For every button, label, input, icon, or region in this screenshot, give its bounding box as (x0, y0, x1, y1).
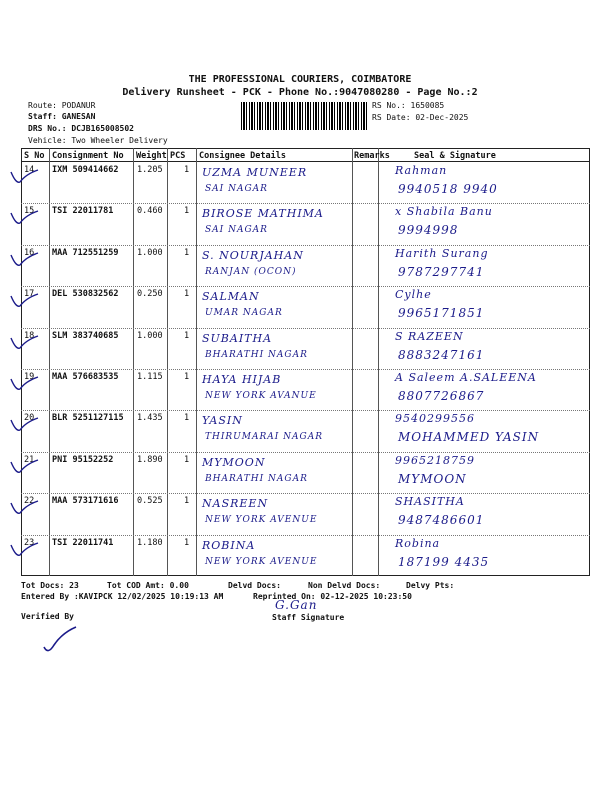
col-consignment: Consignment No (52, 151, 124, 161)
delivered-tick-icon (8, 454, 40, 476)
row-sno: 18 (24, 330, 35, 341)
row-signature-phone: 9965171851 (398, 306, 485, 321)
row-sno: 23 (24, 537, 35, 548)
row-pcs: 1 (184, 413, 190, 424)
company-title: THE PROFESSIONAL COURIERS, COIMBATORE (188, 74, 412, 85)
row-weight: 1.115 (137, 372, 163, 382)
row-pcs: 1 (184, 330, 190, 341)
row-pcs: 1 (184, 454, 190, 465)
row-consignee-address: BHARATHI NAGAR (205, 473, 308, 484)
row-consignee-name: SUBAITHA (202, 331, 273, 345)
row-signature-phone: 9994998 (398, 223, 459, 238)
tot-docs: Tot Docs: 23 (21, 581, 79, 590)
row-signature-phone: 9787297741 (398, 264, 485, 279)
row-signature: 9540299556 (395, 412, 475, 426)
delivered-tick-icon (8, 330, 40, 352)
row-weight: 1.435 (137, 413, 163, 424)
row-sno: 14 (24, 165, 35, 175)
row-divider (21, 493, 590, 494)
row-consignee-address: RANJAN (OCON) (205, 266, 297, 277)
row-consignment-no: TSI 22011741 (52, 537, 114, 548)
row-weight: 0.250 (137, 289, 163, 300)
row-signature-phone: MYMOON (398, 471, 467, 486)
row-signature: Cylhe (395, 288, 432, 302)
row-signature: A Saleem A.SALEENA (395, 371, 537, 384)
row-weight: 0.460 (137, 206, 163, 217)
row-consignment-no: TSI 22011781 (52, 206, 114, 217)
row-sno: 20 (24, 413, 35, 424)
row-pcs: 1 (184, 206, 190, 217)
row-consignment-no: MAA 576683535 (52, 372, 119, 382)
delivered-tick-icon (8, 412, 40, 434)
row-consignee-name: BIROSE MATHIMA (202, 207, 324, 221)
row-divider (21, 410, 590, 411)
row-consignment-no: DEL 530832562 (52, 289, 119, 300)
row-consignee-address: UMAR NAGAR (205, 308, 283, 319)
reprinted-on: Reprinted On: 02-12-2025 10:23:50 (253, 592, 412, 601)
staff-signature-mark: G.Gan (275, 598, 318, 612)
row-signature: Robina (395, 536, 441, 550)
row-pcs: 1 (184, 496, 190, 507)
row-signature: SHASITHA (395, 495, 465, 509)
rs-date: RS Date: 02-Dec-2025 (372, 113, 469, 122)
row-weight: 1.180 (137, 537, 163, 548)
verified-by: Verified By (21, 612, 74, 621)
row-signature-phone: 9487486601 (398, 513, 485, 528)
tot-cod: Tot COD Amt: 0.00 (107, 581, 189, 590)
row-consignee-name: ROBINA (202, 538, 256, 552)
row-signature-phone: 8807726867 (398, 389, 485, 403)
row-divider (21, 245, 590, 246)
row-consignee-address: SAI NAGAR (205, 184, 268, 194)
row-signature-phone: 8883247161 (398, 347, 485, 362)
row-pcs: 1 (184, 289, 190, 300)
col-remarks: Remarks (354, 151, 390, 161)
row-consignee-name: MYMOON (202, 455, 266, 469)
rs-number: RS No.: 1650085 (372, 101, 445, 110)
delivered-tick-icon (8, 247, 40, 269)
row-signature-phone: MOHAMMED YASIN (398, 430, 540, 445)
row-consignment-no: IXM 509414662 (52, 165, 119, 175)
row-signature-phone: 9940518 9940 (398, 182, 498, 196)
row-sno: 16 (24, 247, 35, 258)
row-divider (21, 452, 590, 453)
delivered-tick-icon (8, 495, 40, 517)
row-pcs: 1 (184, 247, 190, 258)
row-consignee-name: YASIN (202, 414, 243, 428)
row-pcs: 1 (184, 537, 190, 548)
staff-label: Staff: GANESAN (28, 112, 96, 121)
delivered-tick-icon (8, 205, 40, 227)
col-pcs: PCS (170, 151, 186, 161)
row-consignment-no: MAA 573171616 (52, 496, 119, 507)
row-sno: 19 (24, 372, 35, 382)
row-signature: Harith Surang (395, 246, 489, 260)
row-consignee-address: SAI NAGAR (205, 225, 268, 236)
row-signature: 9965218759 (395, 453, 475, 467)
row-consignee-address: THIRUMARAI NAGAR (205, 432, 324, 443)
row-divider (21, 369, 590, 370)
row-consignee-name: S. NOURJAHAN (202, 248, 304, 262)
staff-signature-label: Staff Signature (272, 613, 345, 622)
row-weight: 1.000 (137, 330, 163, 341)
row-weight: 0.525 (137, 496, 163, 507)
route-label: Route: PODANUR (28, 101, 96, 110)
col-consignee: Consignee Details (199, 151, 286, 161)
row-divider (21, 203, 590, 204)
row-pcs: 1 (184, 165, 190, 175)
row-weight: 1.000 (137, 247, 163, 258)
barcode (241, 102, 367, 130)
col-sno: S No (24, 151, 45, 161)
row-consignee-name: NASREEN (202, 497, 269, 511)
delivered-tick-icon (8, 164, 40, 186)
row-signature-phone: 187199 4435 (398, 554, 490, 569)
col-weight: Weight (136, 151, 167, 161)
delivered-tick-icon (8, 537, 40, 559)
runsheet-subtitle: Delivery Runsheet - PCK - Phone No.:9047080280 - Page No.:2 (122, 87, 478, 98)
row-consignee-address: NEW YORK AVENUE (205, 556, 318, 567)
row-divider (21, 328, 590, 329)
row-weight: 1.205 (137, 165, 163, 175)
row-signature: Rahman (395, 164, 448, 177)
row-consignment-no: SLM 383740685 (52, 330, 119, 341)
drs-number: DRS No.: DCJB165008502 (28, 124, 134, 133)
row-sno: 21 (24, 454, 35, 465)
vehicle-label: Vehicle: Two Wheeler Delivery (28, 136, 168, 145)
row-divider (21, 286, 590, 287)
row-sno: 15 (24, 206, 35, 217)
row-consignee-address: NEW YORK AVANUE (205, 391, 317, 401)
non-delvd-docs: Non Delvd Docs: (308, 581, 381, 590)
row-consignee-name: SALMAN (202, 290, 260, 304)
delivered-tick-icon (8, 371, 40, 393)
entered-by: Entered By :KAVIPCK 12/02/2025 10:19:13 AM (21, 592, 224, 601)
delvy-pts: Delvy Pts: (406, 581, 455, 590)
verified-checkmark-icon (40, 625, 80, 655)
row-consignee-address: BHARATHI NAGAR (205, 349, 308, 360)
row-consignee-name: UZMA MUNEER (202, 166, 308, 179)
col-seal: Seal & Signature (414, 151, 496, 161)
row-signature: x Shabila Banu (395, 205, 493, 219)
row-divider (21, 535, 590, 536)
row-sno: 22 (24, 496, 35, 507)
row-sno: 17 (24, 289, 35, 300)
row-consignment-no: BLR 5251127115 (52, 413, 124, 424)
row-signature: S RAZEEN (395, 329, 464, 343)
delvd-docs: Delvd Docs: (228, 581, 281, 590)
row-consignee-name: HAYA HIJAB (202, 373, 282, 386)
row-weight: 1.890 (137, 454, 163, 465)
row-consignee-address: NEW YORK AVENUE (205, 515, 318, 526)
row-consignment-no: PNI 95152252 (52, 454, 114, 465)
delivered-tick-icon (8, 288, 40, 310)
row-consignment-no: MAA 712551259 (52, 247, 119, 258)
row-pcs: 1 (184, 372, 190, 382)
